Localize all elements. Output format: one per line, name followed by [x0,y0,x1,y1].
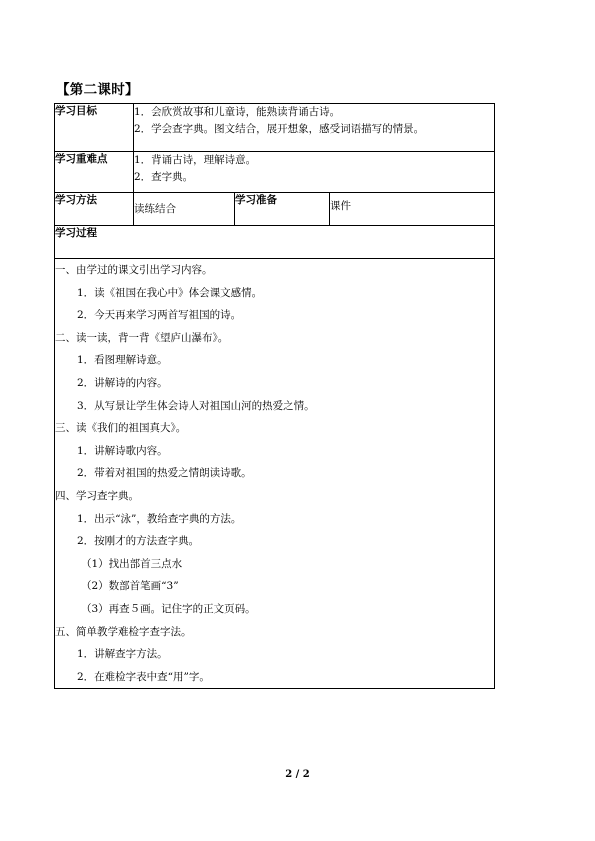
process-substep: 3．从写景让学生体会诗人对祖国山河的热爱之情。 [77,399,315,412]
process-substep: 2．今天再来学习两首写祖国的诗。 [77,309,242,322]
method-label: 学习方法 [55,193,134,226]
process-header-row [55,226,495,259]
process-detail: （1）找出部首三点水 [81,557,183,570]
process-body-row [55,259,495,689]
process-step: 二、读一读，背一背《望庐山瀑布》。 [55,331,229,344]
key-point-item: 2．查字典。 [134,171,194,183]
process-detail: （2）数部首笔画“3” [81,580,179,593]
process-content [55,259,495,689]
method-row [55,193,495,226]
key-point-item: 1．背诵古诗，理解诗意。 [134,154,257,166]
process-step: 四、学习查字典。 [55,489,139,502]
process-substep: 1．读《祖国在我心中》体会课文感情。 [77,286,263,299]
lesson-plan-table [54,103,495,689]
objectives-label: 学习目标 [55,104,134,152]
process-step: 三、读《我们的祖国真大》。 [55,422,187,435]
objectives-row [55,104,495,152]
preparation-label: 学习准备 [235,193,330,226]
process-substep: 2．带着对祖国的热爱之情朗读诗歌。 [77,467,252,480]
process-substep: 2．讲解诗的内容。 [77,376,168,389]
objective-item: 1．会欣赏故事和儿童诗，能熟读背诵古诗。 [134,106,341,118]
preparation-value: 课件 [330,193,495,226]
section-title: 【第二课时】 [56,82,139,98]
process-substep: 1．讲解查字方法。 [77,648,168,661]
key-points-content [134,152,495,193]
process-detail: （3）再查５画。记住字的正文页码。 [81,602,256,615]
method-value: 读练结合 [134,193,235,226]
key-points-row [55,152,495,193]
process-label: 学习过程 [55,226,495,259]
process-substep: 1．出示“泳”，教给查字典的方法。 [77,512,242,525]
process-substep: 2．在难检字表中查“用”字。 [77,670,210,683]
key-points-label: 学习重难点 [55,152,134,193]
process-substep: 1．讲解诗歌内容。 [77,444,168,457]
page-number: 2 / 2 [285,769,310,780]
process-step: 五、简单教学难检字查字法。 [55,625,192,638]
objective-item: 2．学会查字典。图文结合，展开想象，感受词语描写的情景。 [134,123,425,135]
process-step: 一、由学过的课文引出学习内容。 [55,264,213,276]
process-substep: 2．按刚才的方法查字典。 [77,535,200,548]
objectives-content [134,104,495,152]
process-substep: 1．看图理解诗意。 [77,354,168,367]
